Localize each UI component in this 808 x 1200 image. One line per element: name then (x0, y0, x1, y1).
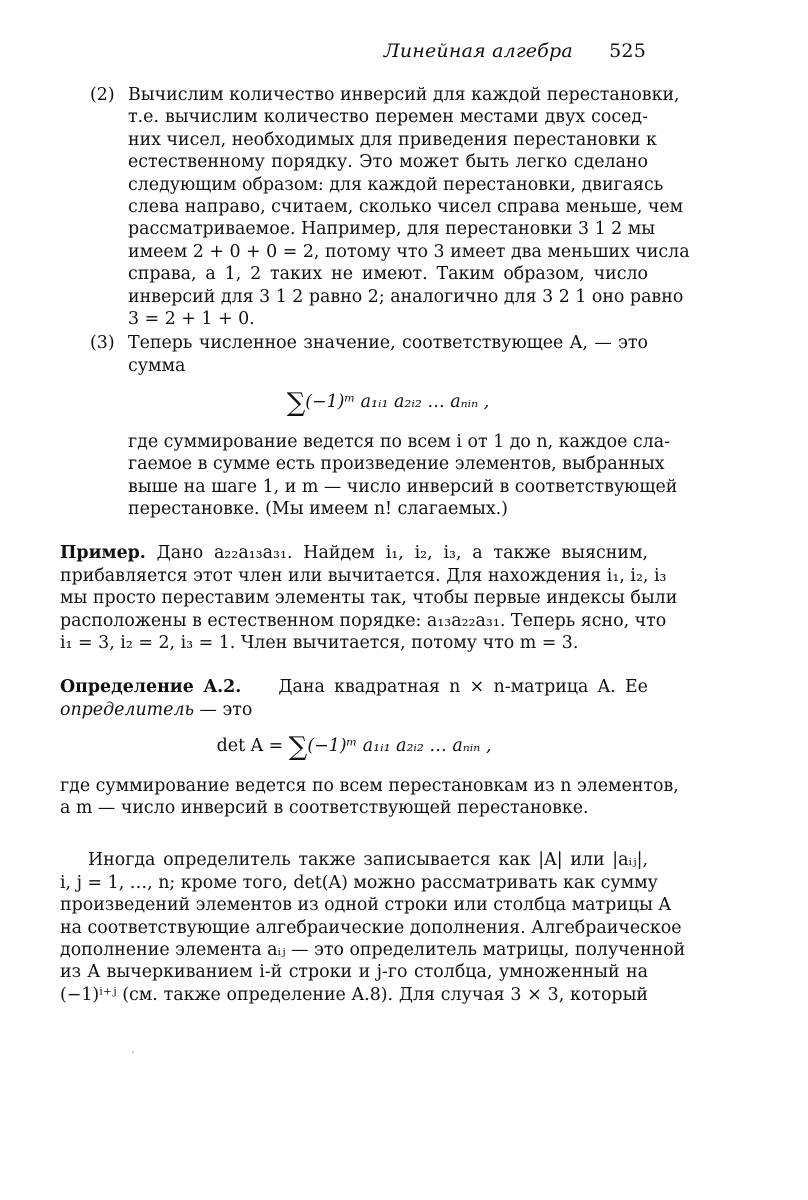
definition-term: определитель (60, 699, 195, 720)
text-line: расположены в естественном порядке: a₁₃a₂₂a₃₁. Теперь ясно, что (60, 610, 667, 631)
text-line: гаемое в сумме есть произведение элементов, выбранных (128, 454, 665, 475)
running-header (384, 40, 646, 62)
paragraph-block (60, 849, 686, 1006)
text-line: рассматриваемое. Например, для перестановки 3 1 2 мы (128, 219, 656, 240)
text-line: т.е. вычислим количество перемен местами двух сосед- (128, 107, 648, 128)
text-line: инверсий для 3 1 2 равно 2; аналогично для 3 2 1 оно равно (128, 286, 684, 307)
determinant-formula (60, 732, 648, 763)
text-line: перестановке. (Мы имеем n! слагаемых.) (128, 498, 508, 519)
item-number: (3) (90, 333, 115, 354)
text-line: а m — число инверсий в соответствующей перестановке. (60, 797, 589, 818)
text-line: Вычислим количество инверсий для каждой перестановки, (128, 85, 680, 105)
text-line: следующим образом: для каждой перестановки, двигаясь (128, 174, 664, 195)
text-line: естественному порядку. Это может быть легко сделано (128, 152, 648, 173)
margin-mark: ˊ (130, 1052, 135, 1063)
definition-text: — это (194, 699, 253, 720)
formula-body: (−1)ᵐ a₁ᵢ₁ a₂ᵢ₂ … aₙᵢₙ , (307, 736, 492, 757)
text-line (60, 542, 648, 564)
text-line: i₁ = 3, i₂ = 2, i₃ = 1. Член вычитается, потому что m = 3. (60, 632, 579, 653)
sum-symbol: ∑ (286, 388, 306, 419)
text-line: них чисел, необходимых для приведения перестановки к (128, 129, 657, 150)
list-item-2 (60, 84, 690, 330)
text-line: где суммирование ведется по всем перестановкам из n элементов, (60, 775, 679, 796)
formula-body: (−1)ᵐ a₁ᵢ₁ a₂ᵢ₂ … aₙᵢₙ , (305, 392, 490, 413)
definition-block (60, 676, 679, 819)
text-line: произведений элементов из одной строки или столбца матрицы A (60, 895, 671, 916)
sum-formula (128, 388, 648, 419)
text-line: из A вычеркиванием i-й строки и j-го столбца, умноженный на (60, 962, 648, 983)
text-line: дополнение элемента aᵢⱼ — это определитель матрицы, полученной (60, 940, 686, 960)
example-text: Дано a₂₂a₁₃a₃₁. Найдем i₁, i₂, i₃, а также выясним, (156, 543, 648, 564)
text-line: Иногда определитель также записывается как |A| или |aᵢⱼ|, (88, 850, 648, 871)
definition-text: Дана квадратная n × n-матрица A. Ее (278, 677, 648, 698)
text-line: имеем 2 + 0 + 0 = 2, потому что 3 имеет два меньших числа (128, 241, 690, 262)
text-line: выше на шаге 1, и m — число инверсий в соответствующей (128, 476, 678, 497)
text-line: i, j = 1, …, n; кроме того, det(A) можно рассматривать как сумму (60, 872, 658, 893)
example-label: Пример. (60, 543, 146, 564)
text-line: мы просто переставим элементы так, чтобы первые индексы были (60, 588, 678, 609)
text-line: 3 = 2 + 1 + 0. (128, 309, 255, 330)
sum-symbol: ∑ (288, 732, 308, 763)
text-line (60, 676, 648, 698)
text-line: сумма (128, 355, 186, 376)
text-line: справа, а 1, 2 таких не имеют. Таким образом, число (128, 264, 648, 285)
text-line: слева направо, считаем, сколько чисел справа меньше, чем (128, 197, 684, 218)
text-line: прибавляется этот член или вычитается. Для нахождения i₁, i₂, i₃ (60, 565, 667, 586)
text-line: где суммирование ведется по всем i от 1 до n, каждое сла- (128, 431, 670, 452)
text-line: (−1)ⁱ⁺ʲ (см. также определение A.8). Для случая 3 × 3, который (60, 984, 648, 1005)
page-number: 525 (609, 40, 646, 62)
example-block (60, 542, 678, 654)
page-content (60, 84, 690, 1006)
list-item-3 (60, 332, 678, 520)
item-number: (2) (90, 85, 115, 105)
text-line (60, 699, 648, 721)
text-line: на соответствующие алгебраические дополнения. Алгебраическое (60, 917, 682, 938)
text-line: Теперь численное значение, соответствующее A, — это (128, 333, 648, 354)
header-title: Линейная алгебра (383, 40, 573, 62)
formula-lhs: det A = (216, 736, 289, 757)
definition-label: Определение A.2. (60, 677, 242, 698)
